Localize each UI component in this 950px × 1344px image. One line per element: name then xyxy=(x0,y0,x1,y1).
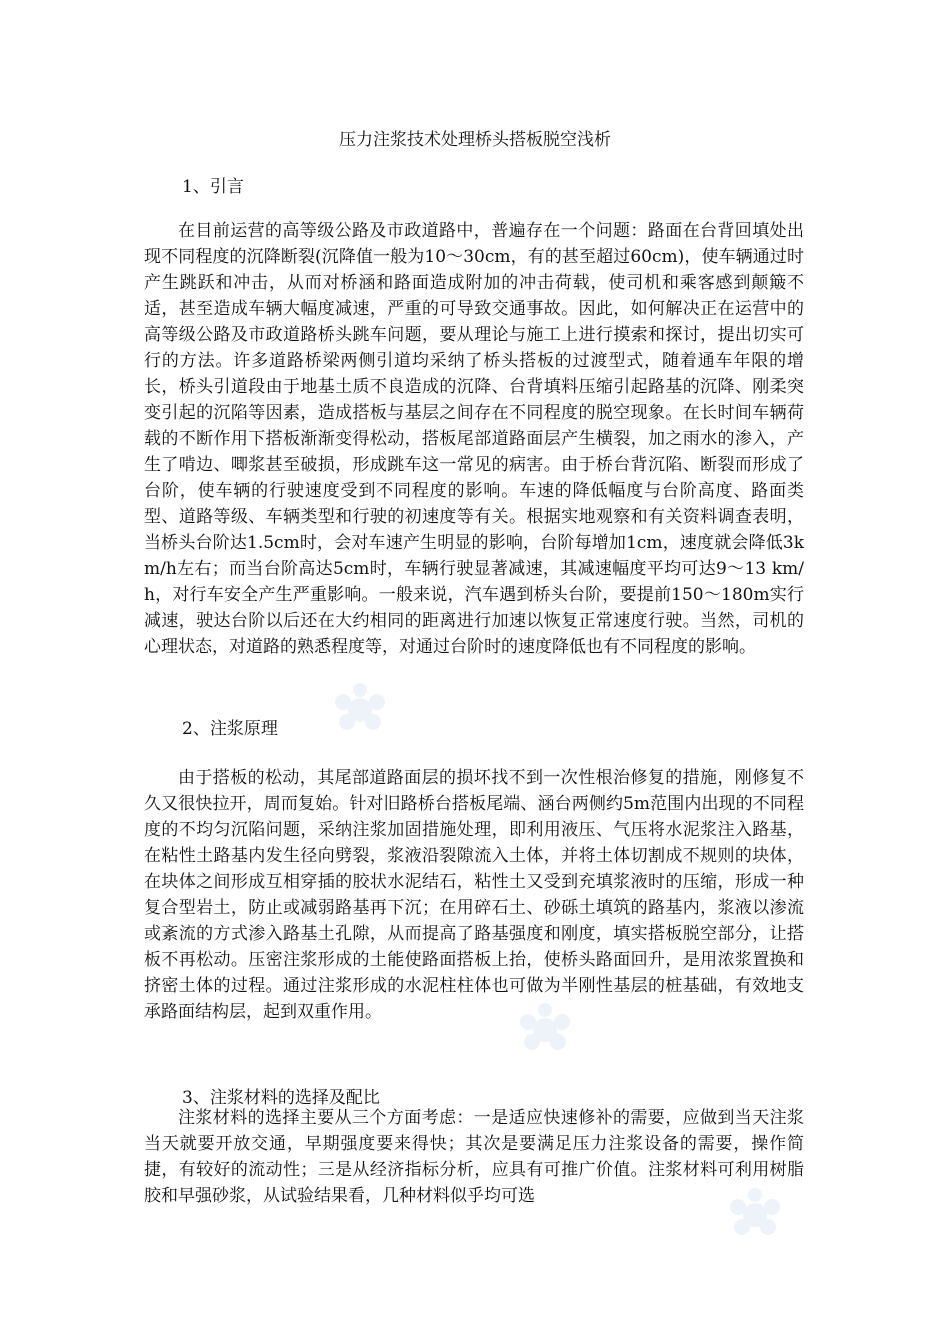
section-body-grouting-principle: 由于搭板的松动，其尾部道路面层的损坏找不到一次性根治修复的措施，刚修复不久又很快拉开，周而复始。针对旧路桥台搭板尾端、涵台两侧约5m范围内出现的不同程度的不均匀沉陷问题，采纳注浆加固措施处理，即利用液压、气压将水泥浆注入路基，在粘性土路基内发生径向劈裂，浆液沿裂隙流入土体，并将土体切割成不规则的块体，在块体之间形成互相穿插的胶状水泥结石，粘性土又受到充填浆液时的压缩，形成一种复合型岩土，防止或减弱路基再下沉；在用碎石土、砂砾土填筑的路基内，浆液以渗流或紊流的方式渗入路基土孔隙，从而提高了路基强度和刚度，填实搭板脱空部分，让搭板不再松动。压密注浆形成的土能使路面搭板上抬，使桥头路面回升，是用浓浆置换和挤密土体的过程。通过注浆形成的水泥柱柱体也可做为半刚性基层的桩基础，有效地支承路面结构层，起到双重作用。 xyxy=(144,768,804,1022)
section-body-introduction: 在目前运营的高等级公路及市政道路中，普遍存在一个问题：路面在台背回填处出现不同程度的沉降断裂(沉降值一般为10～30cm，有的甚至超过60cm)，使车辆通过时产生跳跃和冲击，从而对桥涵和路面造成附加的冲击荷载，使司机和乘客感到颠簸不适，甚至造成车辆大幅度减速，严重的可导致交通事故。因此，如何解决正在运营中的高等级公路及市政道路桥头跳车问题，要从理论与施工上进行摸索和探讨，提出切实可行的方法。许多道路桥梁两侧引道均采纳了桥头搭板的过渡型式，随着通车年限的增长，桥头引道段由于地基土质不良造成的沉降、台背填料压缩引起路基的沉降、刚柔突变引起的沉陷等因素，造成搭板与基层之间存在不同程度的脱空现象。在长时间车辆荷载的不断作用下搭板渐渐变得松动，搭板尾部道路面层产生横裂，加之雨水的渗入，产生了啃边、唧浆甚至破损，形成跳车这一常见的病害。由于桥台背沉陷、断裂而形成了台阶，使车辆的行驶速度受到不同程度的影响。车速的降低幅度与台阶高度、路面类型、道路等级、车辆类型和行驶的初速度等有关。根据实地观察和有关资料调查表明，当桥头台阶达1.5cm时，会对车速产生明显的影响，台阶每增加1cm，速度就会降低3km/h左右；而当台阶高达5cm时，车辆行驶显著减速，其减速幅度平均可达9～13 km/h，对行车安全产生严重影响。一般来说，汽车遇到桥头台阶，要提前150～180m实行减速，驶达台阶以后还在大约相同的距离进行加速以恢复正常速度行驶。当然，司机的心理状态，对道路的熟悉程度等，对通过台阶时的速度降低也有不同程度的影响。 xyxy=(144,221,804,657)
snowflake-icon xyxy=(325,680,395,740)
section-heading-grouting-materials: 3、注浆材料的选择及配比 xyxy=(182,1088,380,1108)
section-heading-grouting-principle: 2、注浆原理 xyxy=(182,719,278,739)
document-title: 压力注浆技术处理桥头搭板脱空浅析 xyxy=(339,130,611,150)
section-heading-introduction: 1、引言 xyxy=(182,177,244,197)
section-body-grouting-materials: 注浆材料的选择主要从三个方面考虑：一是适应快速修补的需要，应做到当天注浆当天就要开放交通，早期强度要来得快；其次是要满足压力注浆设备的需要，操作简捷，有较好的流动性；三是从经济指标分析，应具有可推广价值。注浆材料可利用树脂胶和早强砂浆，从试验结果看，几种材料似乎均可选 xyxy=(144,1108,804,1206)
